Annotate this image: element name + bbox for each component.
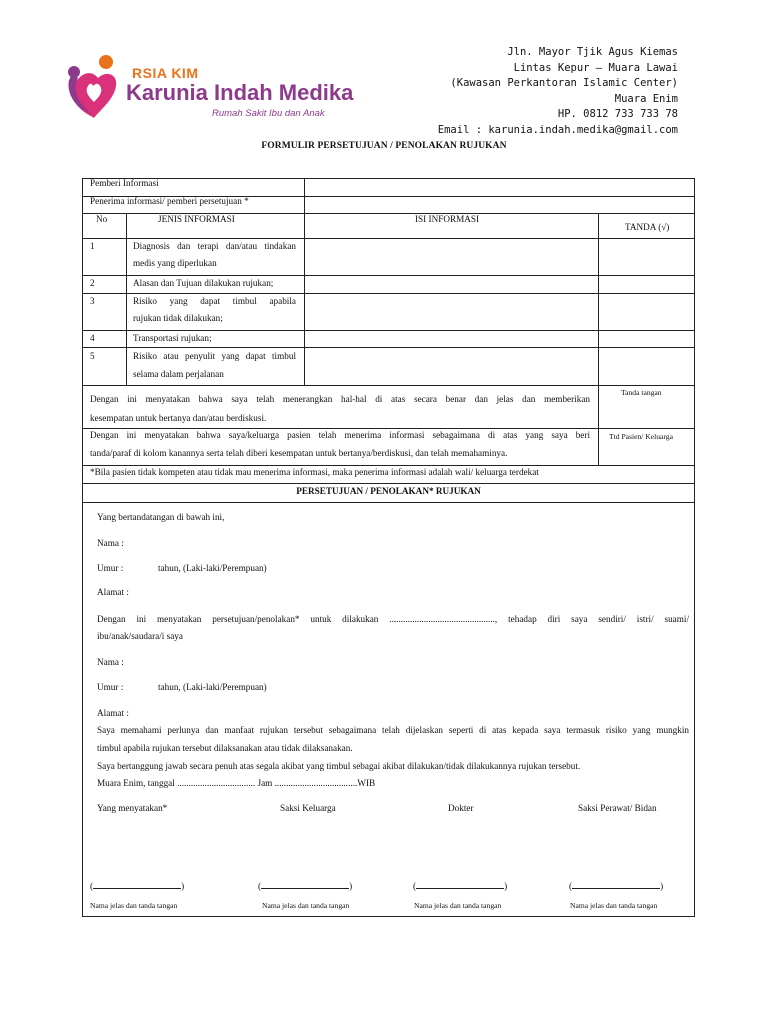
receiver-statement: tanda/paraf di kolom kanannya serta telah diberi kesempatan untuk bertanya/berdiskusi, dan telah memahaminya. xyxy=(90,448,508,458)
place-date-line: Muara Enim, tanggal .................................. Jam ....................................WIB xyxy=(97,778,376,788)
explainer-statement: kesempatan untuk bertanya dan/atau berdiskusi. xyxy=(90,413,267,423)
logo-tagline: Rumah Sakit Ibu dan Anak xyxy=(212,108,325,119)
receiver-statement: Dengan ini menyatakan bahwa saya/keluarga pasien telah menerima informasi sebagaimana di atas yang saya beri xyxy=(90,430,590,440)
col-no-header: No xyxy=(96,214,108,224)
signature-caption: Nama jelas dan tanda tangan xyxy=(90,901,178,910)
name-label: Nama : xyxy=(97,538,124,548)
col-divider xyxy=(126,213,127,385)
consent-intro: Yang bertandatangan di bawah ini, xyxy=(97,512,225,522)
row-no: 2 xyxy=(90,278,95,288)
name-label: Nama : xyxy=(97,657,124,667)
consent-statement: Dengan ini menyatakan persetujuan/penolakan* untuk dilakukan .............................................., tehadap diri saya sendiri/ istri/ suami/ xyxy=(97,614,689,624)
signer-label: Saksi Perawat/ Bidan xyxy=(578,803,657,813)
signature-caption: Nama jelas dan tanda tangan xyxy=(262,901,350,910)
age-value: tahun, (Laki-laki/Perempuan) xyxy=(158,563,267,573)
row-info: selama dalam perjalanan xyxy=(133,369,224,379)
row-info: Alasan dan Tujuan dilakukan rujukan; xyxy=(133,278,274,288)
understanding-paragraph: Saya memahami perlunya dan manfaat rujukan tersebut sebagaimana telah dijelaskan seperti di atas kepada saya termasuk risiko yang mungkin xyxy=(97,725,689,735)
col-tanda-header: TANDA (√) xyxy=(625,222,670,232)
email-line: Email : karunia.indah.medika@gmail.com xyxy=(437,123,678,136)
consent-statement: ibu/anak/saudara/i saya xyxy=(97,631,183,641)
consent-heading: PERSETUJUAN / PENOLAKAN* RUJUKAN xyxy=(296,486,481,496)
hospital-address xyxy=(438,45,678,139)
row-no: 5 xyxy=(90,351,95,361)
responsibility-paragraph: Saya bertanggung jawab secara penuh atas segala akibat yang timbul sebagai akibat dilakukan/tidak dilakukannya rujukan tersebut. xyxy=(97,761,581,771)
address-line: Jln. Mayor Tjik Agus Kiemas xyxy=(507,46,678,58)
signature-caption: Nama jelas dan tanda tangan xyxy=(414,901,502,910)
signature-field[interactable]: ( ) xyxy=(413,881,508,891)
phone-line: HP. 0812 733 733 78 xyxy=(557,108,678,121)
col-isi-header: ISI INFORMASI xyxy=(415,214,480,224)
understanding-paragraph: timbul apabila rujukan tersebut dilaksanakan atau tidak dilaksanakan. xyxy=(97,743,353,753)
signer-label: Saksi Keluarga xyxy=(280,803,336,813)
address-line: Muara Enim xyxy=(614,92,678,105)
receiver-label: Penerima informasi/ pemberi persetujuan * xyxy=(90,196,249,206)
col-divider xyxy=(304,178,305,385)
signature-caption: Nama jelas dan tanda tangan xyxy=(570,901,658,910)
age-label: Umur : xyxy=(97,682,124,692)
age-label: Umur : xyxy=(97,563,124,573)
signer-label: Yang menyatakan* xyxy=(97,803,168,813)
address-line: Lintas Kepur – Muara Lawai xyxy=(513,61,678,74)
col-divider xyxy=(598,213,599,465)
row-info: rujukan tidak dilakukan; xyxy=(133,313,223,323)
address-line: (Kawasan Perkantoran Islamic Center) xyxy=(450,77,678,90)
giver-label: Pemberi Informasi xyxy=(90,178,159,188)
family-heart-icon xyxy=(62,52,126,122)
row-info: medis yang diperlukan xyxy=(133,258,217,268)
row-no: 4 xyxy=(90,333,95,343)
logo-name: Karunia Indah Medika xyxy=(126,80,354,105)
explainer-sign-label: Tanda tangan xyxy=(621,388,662,397)
row-info: Diagnosis dan terapi dan/atau tindakan xyxy=(133,241,296,251)
row-divider xyxy=(82,502,695,503)
row-info: Risiko yang dapat timbul apabila xyxy=(133,296,296,306)
row-divider xyxy=(82,385,695,386)
explainer-statement: Dengan ini menyatakan bahwa saya telah menerangkan hal-hal di atas secara benar dan jelas dan memberikan xyxy=(90,394,590,404)
row-no: 3 xyxy=(90,296,95,306)
row-no: 1 xyxy=(90,241,95,251)
form-title: FORMULIR PERSETUJUAN / PENOLAKAN RUJUKAN xyxy=(261,141,507,151)
competency-note: *Bila pasien tidak kompeten atau tidak mau menerima informasi, maka penerima informasi adalah wali/ keluarga terdekat xyxy=(90,467,539,477)
signature-field[interactable]: ( ) xyxy=(569,881,664,891)
logo-small-text: RSIA KIM xyxy=(132,65,199,81)
address-label: Alamat : xyxy=(97,587,129,597)
address-label: Alamat : xyxy=(97,708,129,718)
row-info: Transportasi rujukan; xyxy=(133,333,212,343)
signature-field[interactable]: ( ) xyxy=(90,881,185,891)
patient-sign-label: Ttd Pasien/ Keluarga xyxy=(609,432,673,441)
age-value: tahun, (Laki-laki/Perempuan) xyxy=(158,682,267,692)
row-info: Risiko atau penyulit yang dapat timbul xyxy=(133,351,296,361)
hospital-logo xyxy=(62,52,362,122)
col-jenis-header: JENIS INFORMASI xyxy=(158,214,235,224)
signer-label: Dokter xyxy=(448,803,474,813)
signature-field[interactable]: ( ) xyxy=(258,881,353,891)
